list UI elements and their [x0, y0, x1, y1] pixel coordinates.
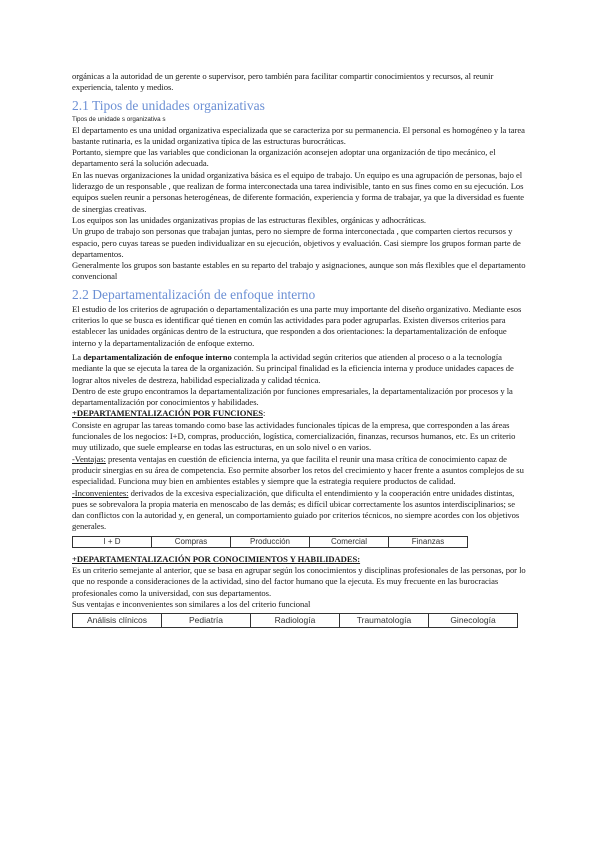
paragraph: Portanto, siempre que las variables que condicionan la organización aconsejen adoptar una organización de tipo mecánico, el departamento será la solución adecuada.	[72, 147, 496, 169]
table-row	[73, 614, 518, 628]
heading-text: +DEPARTAMENTALIZACIÓN POR CONOCIMIENTOS Y HABILIDADES:	[72, 553, 361, 564]
table-cell: Finanzas	[389, 536, 468, 547]
heading-text: +DEPARTAMENTALIZACIÓN POR FUNCIONES	[72, 408, 263, 419]
inconvenientes-paragraph	[72, 488, 528, 533]
heading-conocimientos	[72, 554, 528, 565]
document-content	[72, 71, 528, 634]
table-cell: I + D	[73, 536, 152, 547]
intro-paragraph: orgánicas a la autoridad de un gerente o supervisor, pero también para facilitar compartir conocimientos y recursos, al reunir experiencia, talento y medios.	[72, 71, 494, 93]
ventajas-label: -Ventajas:	[72, 453, 106, 464]
paragraph: Consiste en agrupar las tareas tomando como base las actividades funcionales típicas de la empresa, que corresponden a las áreas funcionales de los negocios: I+D, compras, producción, logística, comercialización, finanzas, recursos humanos, etc. Es un criterio muy utilizado, que suele emplearse en todas las estructuras, en un solo nivel o en varios.	[72, 419, 516, 453]
paragraph: Generalmente los grupos son bastante estables en su reparto del trabajo y asignaciones, aunque son más flexibles que el departamento convencional	[72, 260, 526, 282]
heading-suffix: :	[262, 408, 266, 419]
bold-term: departamentalización de enfoque interno	[83, 351, 232, 362]
text-run: contempla la actividad según criterios que atienden al proceso o a la tecnología mediante la que se ejecuta la tarea de la organización. Su principal finalidad es la eficiencia interna y produce unidades capaces de lograr altos niveles de destreza, habilidad especializada y calidad técnica.	[72, 351, 514, 385]
paragraph: Dentro de este grupo encontramos la departamentalización por funciones empresariales, la departamentalización por procesos y la departamentalización por conocimientos y habilidades.	[72, 385, 513, 408]
paragraph: El estudio de los criterios de agrupación o departamentalización es una parte muy importante del diseño organizativo. Mediante esos criterios lo que se busca es identificar qué tienen en común las actividades para poder agruparlas. Existen diversos criterios para establecer las unidades orgánicas dentro de la estructura, que responden a dos orientaciones: la departamentalización de enfoque interno y la departamentalización de enfoque externo.	[72, 303, 522, 348]
paragraph: El departamento es una unidad organizativa especializada que se caracteriza por su permanencia. El personal es homogéneo y la tarea bastante rutinaria, es la unidad organizativa típica de las estructuras burocráticas.	[72, 124, 525, 146]
paragraph: En las nuevas organizaciones la unidad organizativa básica es el equipo de trabajo. Un equipo es una agrupación de personas, bajo el liderazgo de un responsable , que realizan de forma interconectada una tarea indivisible, tanto en sus fines como en su ejecución. Los equipos suelen reunir a personas heterogéneas, de diferente formación, experiencia y forma de trabajar, ya que la diversidad es fuente de sinergias creativas.	[72, 169, 525, 214]
paragraph-enfoque-interno	[72, 352, 528, 386]
ventajas-text: presenta ventajas en cuestión de eficiencia interna, ya que facilita el reunir una masa crítica de conocimiento capaz de producir sinergias en su área de competencia. Eso permite absorber los retos del crecimiento y hacer frente a asuntos complejos de su especialidad. Funciona muy bien en ambientes estables y siempre que la estrategia requiere productos de calidad.	[72, 453, 524, 487]
text-run: La	[72, 351, 84, 362]
table-cell: Compras	[152, 536, 231, 547]
conocimientos-table	[72, 613, 518, 628]
table-cell: Producción	[231, 536, 310, 547]
inconvenientes-label: -Inconvenientes:	[72, 487, 129, 498]
paragraph: Es un criterio semejante al anterior, que se basa en agrupar según los conocimientos y disciplinas profesionales de las personas, por lo que no responde a consideraciones de la actividad, sino del factor humano que la ejecuta. Es muy frecuente en las burocracias profesionales como la universidad, con sus departamentos.	[72, 564, 526, 598]
paragraph: Los equipos son las unidades organizativas propias de las estructuras flexibles, orgánicas y adhocráticas.	[72, 214, 427, 225]
table-cell: Pediatría	[162, 614, 251, 628]
paragraph: Sus ventajas e inconvenientes son similares a los del criterio funcional	[72, 598, 311, 609]
section-title-2-2: 2.2 Departamentalización de enfoque interno	[72, 286, 316, 302]
table-cell: Traumatología	[340, 614, 429, 628]
table-cell: Radiología	[251, 614, 340, 628]
heading-funciones	[72, 408, 528, 419]
table-cell: Análisis clínicos	[73, 614, 162, 628]
table-cell: Comercial	[310, 536, 389, 547]
paragraph: Un grupo de trabajo son personas que trabajan juntas, pero no siempre de forma interconectada , que comparten ciertos recursos y espacio, pero cuyas tareas se pueden individualizar en su ejecución, objetivos y evaluación. Casi siempre los grupos forman parte de departamentos.	[72, 226, 521, 259]
section-subtitle: Tipos de unidade s organizativa s	[72, 115, 166, 123]
inconvenientes-text: derivados de la excesiva especialización, que dificulta el entendimiento y la cooperación entre unidades distintas, pues se sobrevalora la propia materia en menoscabo de las demás; es difícil ubicar correctamente los asuntos interdisciplinarios; se dan conflictos con la autoridad y, en general, un comportamiento guiado por criterios técnicos, no siempre acordes con los objetivos generales.	[72, 487, 520, 532]
ventajas-paragraph	[72, 454, 528, 488]
table-cell: Ginecología	[429, 614, 518, 628]
table-row	[73, 536, 468, 547]
section-title-2-1: 2.1 Tipos de unidades organizativas	[72, 97, 265, 113]
funciones-table	[72, 536, 468, 548]
